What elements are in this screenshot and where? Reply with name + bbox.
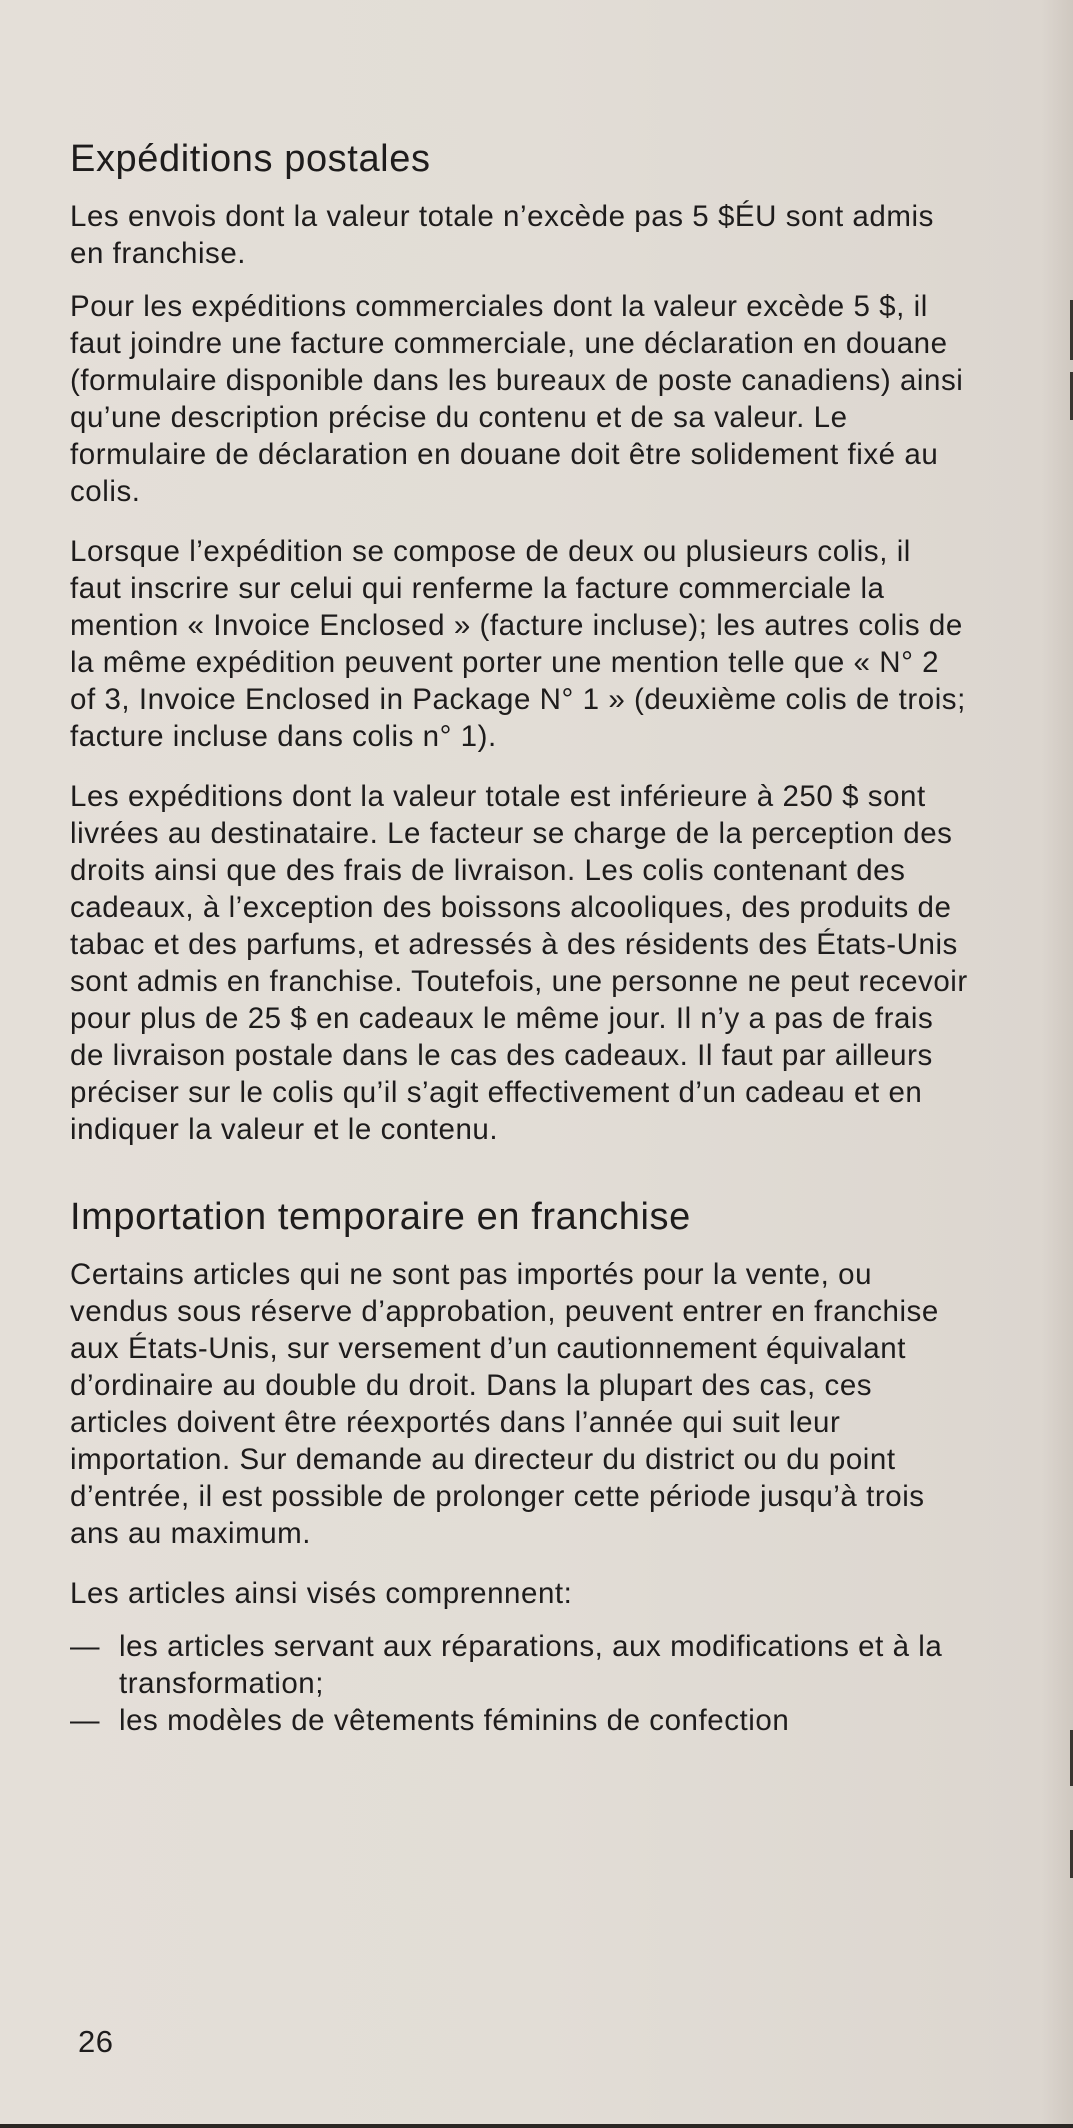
- paragraph: Lorsque l’expédition se compose de deux ou plusieurs colis, il faut inscrire sur celui qui renferme la facture commerciale la mention « Invoice Enclosed » (facture incluse); les autres colis de la même expédition peuvent porter une mention telle que « N° 2 of 3, Invoice Enclosed in Package N° 1 » (deuxième colis de trois; facture incluse dans colis n° 1).: [70, 535, 966, 753]
- paragraph: Les expéditions dont la valeur totale est inférieure à 250 $ sont livrées au destinataire. Le facteur se charge de la perception des droits ainsi que des frais de livraison. Les colis contenant des cadeaux, à l’exception des boissons alcooliques, des produits de tabac et des parfums, et adressés à des résidents des États-Unis sont admis en franchise. Toutefois, une personne ne peut recevoir pour plus de 25 $ en cadeaux le même jour. Il n’y a pas de frais de livraison postale dans le cas des cadeaux. Il faut par ailleurs préciser sur le colis qu’il s’agit effectivement d’un cadeau et en indiquer la valeur et le contenu.: [70, 780, 968, 1146]
- section-heading-temporary-import: Importation temporaire en franchise: [70, 1196, 691, 1238]
- list-dash: —: [70, 1704, 101, 1737]
- list-item: [70, 1702, 970, 1739]
- paragraph: Les envois dont la valeur totale n’excède pas 5 $ÉU sont admis en franchise.: [70, 200, 934, 270]
- section-heading-postal: Expéditions postales: [70, 138, 431, 180]
- list-item-text: les articles servant aux réparations, aux modifications et à la transformation;: [119, 1630, 943, 1700]
- paragraph: Les articles ainsi visés comprennent:: [70, 1577, 573, 1610]
- paragraph: Certains articles qui ne sont pas importés pour la vente, ou vendus sous réserve d’approbation, peuvent entrer en franchise aux États-Unis, sur versement d’un cautionnement équivalant d’ordinaire au double du droit. Dans la plupart des cas, ces articles doivent être réexportés dans l’année qui suit leur importation. Sur demande au directeur du district ou du point d’entrée, il est possible de prolonger cette période jusqu’à trois ans au maximum.: [70, 1258, 939, 1550]
- list-item: [70, 1628, 970, 1702]
- list-dash: —: [70, 1630, 101, 1663]
- page-number: 26: [78, 2024, 114, 2059]
- page-bottom-edge: [0, 2124, 1073, 2128]
- paragraph: Pour les expéditions commerciales dont la valeur excède 5 $, il faut joindre une facture commerciale, une déclaration en douane (formulaire disponible dans les bureaux de poste canadiens) ainsi qu’une description précise du contenu et de sa valeur. Le formulaire de déclaration en douane doit être solidement fixé au colis.: [70, 290, 964, 508]
- list-item-text: les modèles de vêtements féminins de confection: [119, 1704, 790, 1737]
- page-content: [70, 136, 970, 1739]
